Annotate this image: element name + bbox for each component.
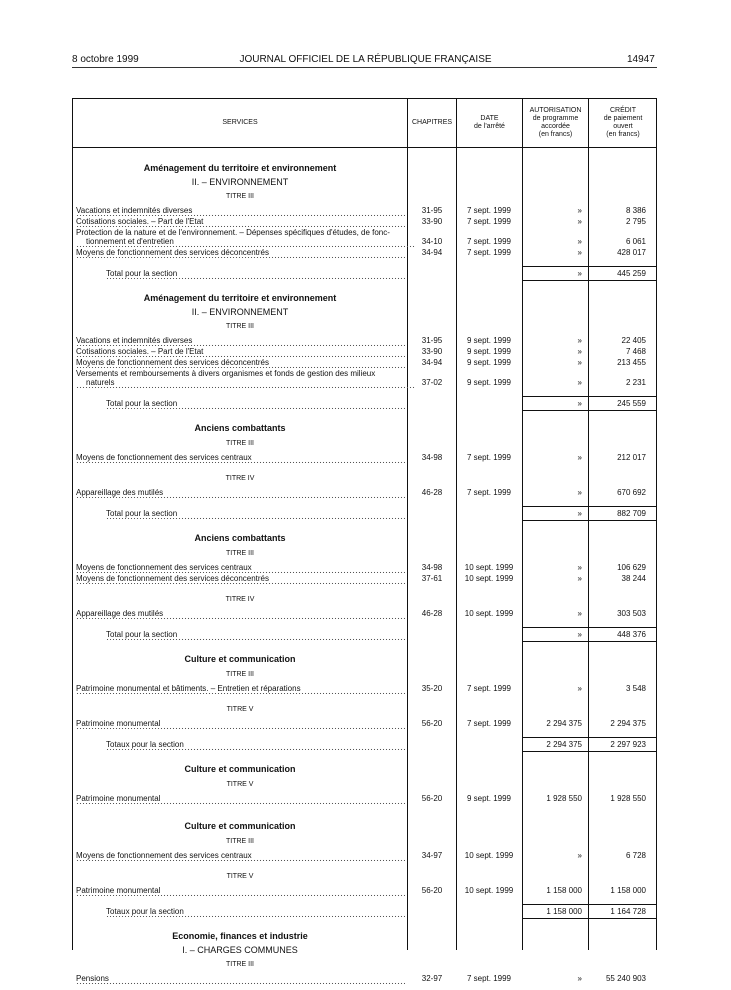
chapter-cell: 33-90	[421, 217, 443, 226]
credit-cell: 1 928 550	[610, 794, 646, 803]
service-label: Totaux pour la section	[106, 740, 184, 749]
chapter-cell: 56-20	[421, 719, 443, 728]
page-number: 14947	[627, 54, 655, 65]
section-title: Aménagement du territoire et environnement	[143, 293, 337, 303]
service-label-cell	[76, 378, 415, 388]
total-rule	[523, 396, 657, 397]
total-rule	[523, 627, 657, 628]
service-label-cell	[76, 609, 405, 619]
credit-cell: 106 629	[617, 563, 646, 572]
service-label: Moyens de fonctionnement des services centraux	[76, 851, 252, 860]
chapter-cell: 35-20	[421, 684, 443, 693]
service-label: naturels	[86, 378, 115, 387]
service-label: Moyens de fonctionnement des services déconcentrés	[76, 248, 269, 257]
section-title: Culture et communication	[184, 821, 296, 831]
date-cell: 9 sept. 1999	[466, 358, 512, 367]
service-label: Moyens de fonctionnement des services centraux	[76, 563, 252, 572]
service-label-cell	[76, 347, 405, 357]
table-row	[73, 886, 658, 897]
total-rule	[523, 520, 657, 521]
chapter-cell: 31-95	[421, 206, 443, 215]
date-cell: 10 sept. 1999	[464, 563, 514, 572]
credit-cell: 303 503	[617, 609, 646, 618]
service-label: Patrimoine monumental	[76, 719, 161, 728]
table-row	[73, 851, 658, 862]
titre-label: TITRE IV	[225, 475, 255, 482]
titre-label: TITRE III	[226, 550, 254, 557]
total-rule	[523, 410, 657, 411]
chapter-cell: 46-28	[421, 488, 443, 497]
chapter-cell: 34-98	[421, 453, 443, 462]
table-row	[73, 974, 658, 985]
table-row	[73, 684, 658, 695]
total-rule	[523, 904, 657, 905]
chapter-cell: 34-97	[421, 851, 443, 860]
service-label-cell	[76, 719, 405, 729]
col-header-credit: CRÉDIT de paiement ouvert (en francs)	[603, 107, 643, 138]
date-cell: 7 sept. 1999	[466, 248, 512, 257]
credit-cell: 38 244	[621, 574, 646, 583]
service-label-cell	[76, 237, 415, 247]
credit-cell: 670 692	[617, 488, 646, 497]
chapter-cell: 31-95	[421, 336, 443, 345]
chapter-cell: 34-98	[421, 563, 443, 572]
autorisation-cell: »	[577, 574, 582, 583]
date-cell: 10 sept. 1999	[464, 574, 514, 583]
autorisation-cell: »	[577, 378, 582, 387]
chapter-cell: 34-10	[421, 237, 443, 246]
credit-cell: 3 548	[625, 684, 646, 693]
autorisation-cell: »	[577, 630, 582, 639]
autorisation-cell: »	[577, 358, 582, 367]
service-label-cell	[106, 630, 405, 640]
total-row	[73, 630, 658, 641]
service-label: Total pour la section	[106, 509, 178, 518]
service-label-cell	[76, 794, 405, 804]
titre-label: TITRE III	[226, 440, 254, 447]
credit-cell: 8 386	[625, 206, 646, 215]
credit-cell: 448 376	[617, 630, 646, 639]
autorisation-cell: »	[577, 563, 582, 572]
service-label: Versements et remboursements à divers organismes et fonds de gestion des milieux	[76, 369, 376, 378]
chapter-cell: 56-20	[421, 886, 443, 895]
chapter-cell: 34-94	[421, 358, 443, 367]
chapter-cell: 37-61	[421, 574, 443, 583]
header-rule	[72, 67, 657, 68]
autorisation-cell: »	[577, 684, 582, 693]
date-cell: 10 sept. 1999	[464, 609, 514, 618]
autorisation-cell: »	[577, 399, 582, 408]
titre-label: TITRE V	[226, 781, 254, 788]
service-label: Appareillage des mutilés	[76, 488, 164, 497]
service-label-cell	[106, 509, 405, 519]
total-row	[73, 399, 658, 410]
service-label-cell	[76, 563, 405, 573]
autorisation-cell: 1 928 550	[546, 794, 582, 803]
service-label-cell	[76, 886, 405, 896]
total-rule	[523, 506, 657, 507]
titre-label: TITRE V	[226, 873, 254, 880]
service-label: Appareillage des mutilés	[76, 609, 164, 618]
autorisation-cell: »	[577, 248, 582, 257]
date-cell: 7 sept. 1999	[466, 217, 512, 226]
table-row	[73, 217, 658, 228]
col-header-chapitres: CHAPITRES	[411, 119, 453, 126]
chapter-cell: 33-90	[421, 347, 443, 356]
journal-title: JOURNAL OFFICIEL DE LA RÉPUBLIQUE FRANÇAISE	[239, 54, 492, 65]
credit-cell: 445 259	[617, 269, 646, 278]
autorisation-cell: 1 158 000	[546, 886, 582, 895]
autorisation-cell: 2 294 375	[546, 740, 582, 749]
table-row	[73, 719, 658, 730]
col-header-autorisation: AUTORISATION de programme accordée (en francs)	[529, 107, 582, 138]
total-row	[73, 907, 658, 918]
table-row	[73, 488, 658, 499]
page-date: 8 octobre 1999	[72, 54, 139, 65]
table-row	[73, 563, 658, 574]
date-cell: 7 sept. 1999	[466, 719, 512, 728]
chapter-cell: 46-28	[421, 609, 443, 618]
date-cell: 10 sept. 1999	[464, 851, 514, 860]
total-rule	[523, 266, 657, 267]
table-row	[73, 574, 658, 585]
autorisation-cell: »	[577, 509, 582, 518]
date-cell: 7 sept. 1999	[466, 488, 512, 497]
date-cell: 9 sept. 1999	[466, 378, 512, 387]
service-label: Moyens de fonctionnement des services déconcentrés	[76, 358, 269, 367]
total-row	[73, 740, 658, 751]
service-label: Protection de la nature et de l'environnement. – Dépenses spécifiques d'études, de fonc-	[76, 228, 390, 237]
table-row	[73, 347, 658, 358]
chapter-cell: 56-20	[421, 794, 443, 803]
col-header-date: DATE de l'arrêté	[474, 115, 505, 130]
date-cell: 7 sept. 1999	[466, 237, 512, 246]
date-cell: 9 sept. 1999	[466, 347, 512, 356]
date-cell: 7 sept. 1999	[466, 974, 512, 983]
section-title: Economie, finances et industrie	[172, 931, 308, 941]
service-label: Patrimoine monumental	[76, 794, 161, 803]
credit-cell: 6 061	[625, 237, 646, 246]
service-label: Pensions	[76, 974, 109, 983]
credit-cell: 6 728	[625, 851, 646, 860]
credit-cell: 1 164 728	[610, 907, 646, 916]
col-header-services: SERVICES	[222, 119, 258, 126]
table-row	[73, 206, 658, 217]
total-row	[73, 269, 658, 280]
titre-label: TITRE III	[226, 323, 254, 330]
section-subtitle: I. – CHARGES COMMUNES	[182, 945, 298, 955]
autorisation-cell: »	[577, 453, 582, 462]
autorisation-cell: »	[577, 851, 582, 860]
section-title: Aménagement du territoire et environnement	[143, 163, 337, 173]
service-label: Patrimoine monumental et bâtiments. – Entretien et réparations	[76, 684, 301, 693]
service-label-cell	[76, 248, 405, 258]
table-row	[73, 336, 658, 347]
titre-label: TITRE III	[226, 671, 254, 678]
credit-cell: 882 709	[617, 509, 646, 518]
service-label-cell	[76, 488, 405, 498]
section-title: Anciens combattants	[194, 533, 286, 543]
date-cell: 7 sept. 1999	[466, 206, 512, 215]
service-label: Total pour la section	[106, 269, 178, 278]
table-row	[73, 794, 658, 805]
section-title: Culture et communication	[184, 764, 296, 774]
service-label: Patrimoine monumental	[76, 886, 161, 895]
date-cell: 10 sept. 1999	[464, 886, 514, 895]
service-label-cell	[106, 399, 405, 409]
table-row	[73, 248, 658, 259]
credit-cell: 2 795	[625, 217, 646, 226]
service-label-cell	[76, 206, 405, 216]
service-label-cell	[106, 740, 405, 750]
autorisation-cell: »	[577, 488, 582, 497]
titre-label: TITRE III	[226, 193, 254, 200]
section-subtitle: II. – ENVIRONNEMENT	[191, 307, 289, 317]
credit-cell: 245 559	[617, 399, 646, 408]
appropriations-table	[72, 98, 657, 983]
credit-cell: 1 158 000	[610, 886, 646, 895]
service-label: tionnement et d'entretien	[86, 237, 174, 246]
credit-cell: 428 017	[617, 248, 646, 257]
chapter-cell: 34-94	[421, 248, 443, 257]
autorisation-cell: »	[577, 269, 582, 278]
service-label-cell	[76, 974, 405, 984]
credit-cell: 7 468	[625, 347, 646, 356]
service-label: Moyens de fonctionnement des services déconcentrés	[76, 574, 269, 583]
table-row	[73, 358, 658, 369]
total-rule	[523, 280, 657, 281]
autorisation-cell: 2 294 375	[546, 719, 582, 728]
section-title: Anciens combattants	[194, 423, 286, 433]
titre-label: TITRE IV	[225, 596, 255, 603]
date-cell: 9 sept. 1999	[466, 794, 512, 803]
autorisation-cell: »	[577, 217, 582, 226]
service-label-cell	[76, 574, 405, 584]
autorisation-cell: »	[577, 347, 582, 356]
service-label-cell	[106, 269, 405, 279]
service-label: Moyens de fonctionnement des services centraux	[76, 453, 252, 462]
credit-cell: 213 455	[617, 358, 646, 367]
service-label-cell	[76, 851, 405, 861]
service-label: Total pour la section	[106, 399, 178, 408]
service-label-cell	[106, 907, 405, 917]
service-label: Cotisations sociales. – Part de l'Etat	[76, 217, 204, 226]
table-row	[73, 237, 658, 248]
autorisation-cell: »	[577, 206, 582, 215]
service-label: Totaux pour la section	[106, 907, 184, 916]
date-cell: 7 sept. 1999	[466, 684, 512, 693]
titre-label: TITRE III	[226, 961, 254, 968]
chapter-cell: 32-97	[421, 974, 443, 983]
section-subtitle: II. – ENVIRONNEMENT	[191, 177, 289, 187]
credit-cell: 2 294 375	[610, 719, 646, 728]
credit-cell: 212 017	[617, 453, 646, 462]
date-cell: 7 sept. 1999	[466, 453, 512, 462]
total-rule	[523, 737, 657, 738]
total-rule	[523, 751, 657, 752]
service-label: Cotisations sociales. – Part de l'Etat	[76, 347, 204, 356]
credit-cell: 2 231	[625, 378, 646, 387]
service-label: Total pour la section	[106, 630, 178, 639]
autorisation-cell: »	[577, 609, 582, 618]
service-label: Vacations et indemnités diverses	[76, 336, 193, 345]
titre-label: TITRE V	[226, 706, 254, 713]
service-label-cell	[76, 684, 405, 694]
service-label-cell	[76, 336, 405, 346]
service-label-cell	[76, 217, 405, 227]
table-row	[73, 609, 658, 620]
table-row	[73, 378, 658, 389]
credit-cell: 22 405	[621, 336, 646, 345]
total-rule	[523, 641, 657, 642]
service-label-cell	[76, 358, 405, 368]
service-label: Vacations et indemnités diverses	[76, 206, 193, 215]
credit-cell: 55 240 903	[605, 974, 646, 983]
autorisation-cell: »	[577, 336, 582, 345]
autorisation-cell: »	[577, 974, 582, 983]
autorisation-cell: 1 158 000	[546, 907, 582, 916]
service-label-cell	[76, 453, 405, 463]
autorisation-cell: »	[577, 237, 582, 246]
date-cell: 9 sept. 1999	[466, 336, 512, 345]
credit-cell: 2 297 923	[610, 740, 646, 749]
titre-label: TITRE III	[226, 838, 254, 845]
table-row	[73, 453, 658, 464]
section-title: Culture et communication	[184, 654, 296, 664]
header-separator	[73, 147, 656, 148]
total-rule	[523, 918, 657, 919]
chapter-cell: 37-02	[421, 378, 443, 387]
total-row	[73, 509, 658, 520]
